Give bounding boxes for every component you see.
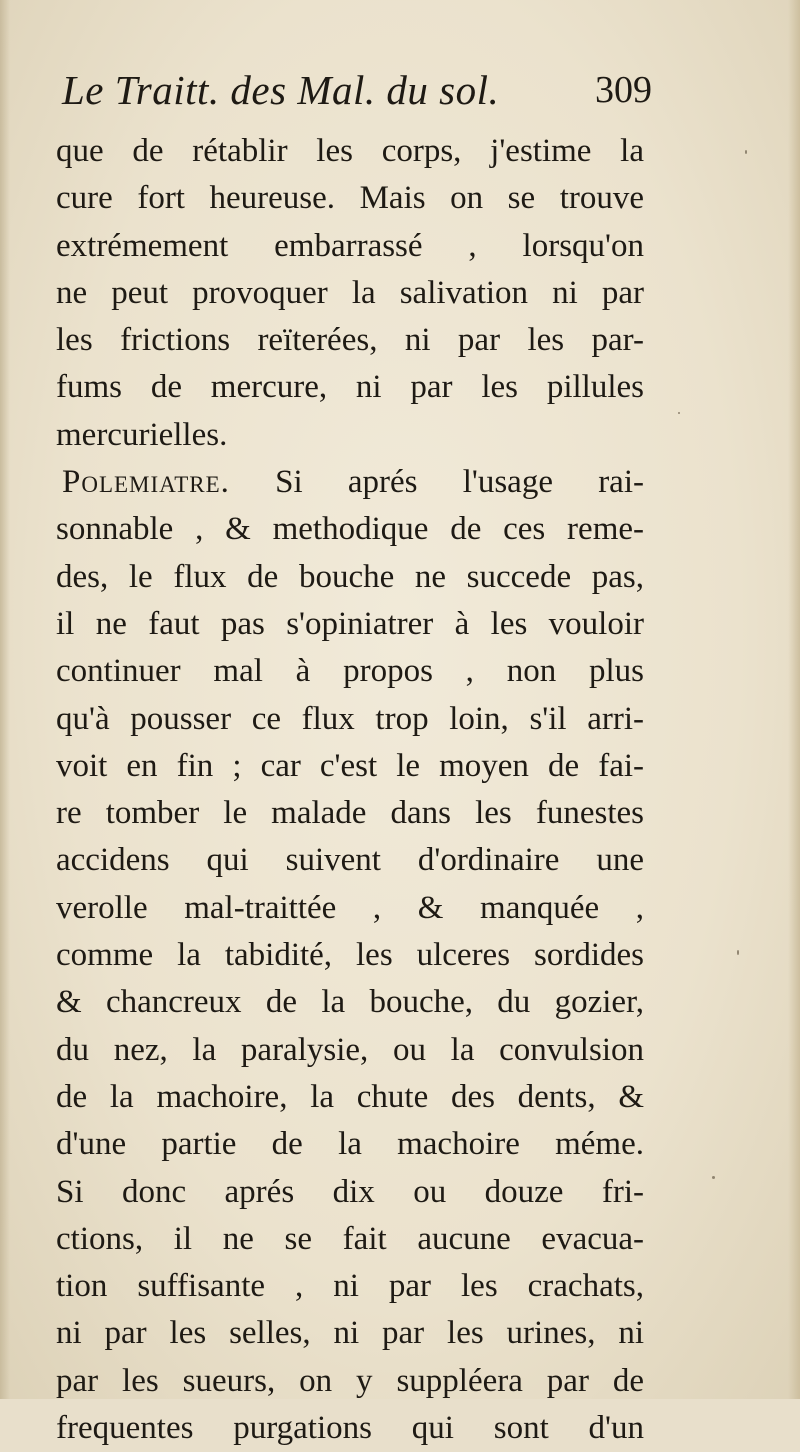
page-number: 309 <box>595 69 652 111</box>
text-line: verolle mal-traittée , & manquée , <box>56 889 644 926</box>
text-line: de la machoire, la chute des dents, & <box>56 1078 644 1115</box>
text-line: qu'à pousser ce flux trop loin, s'il arri- <box>56 700 644 737</box>
text-line: sonnable , & methodique de ces reme- <box>56 511 644 548</box>
text-line: ne peut provoquer la salivation ni par <box>56 274 644 311</box>
text-line: ctions, il ne se fait aucune evacua- <box>56 1220 644 1257</box>
running-head <box>62 66 652 126</box>
paper-speck <box>712 1176 715 1179</box>
text-line: fums de mercure, ni par les pillules <box>56 369 644 406</box>
speech-first-line: Si aprés l'usage rai- <box>275 464 644 501</box>
text-line: des, le flux de bouche ne succede pas, <box>56 558 644 595</box>
text-line: re tomber le malade dans les funestes <box>56 795 644 832</box>
text-line: tion suffisante , ni par les crachats, <box>56 1268 644 1305</box>
text-line: extrémement embarrassé , lorsqu'on <box>56 227 644 264</box>
text-line: mercurielles. <box>56 416 228 453</box>
text-line: Si donc aprés dix ou douze fri- <box>56 1173 644 1210</box>
text-line: il ne faut pas s'opiniatrer à les vouloir <box>56 605 644 642</box>
text-line: cure fort heureuse. Mais on se trouve <box>56 180 644 217</box>
text-line: du nez, la paralysie, ou la convulsion <box>56 1031 644 1068</box>
text-line: ni par les selles, ni par les urines, ni <box>56 1315 644 1352</box>
running-title: Le Traitt. des Mal. du sol. <box>62 67 500 113</box>
paper-speck <box>678 412 680 414</box>
text-line: frequentes purgations qui sont d'un <box>56 1410 644 1447</box>
text-line: d'une partie de la machoire méme. <box>56 1126 644 1163</box>
speaker-name: Polemiatre. <box>62 464 230 501</box>
paper-speck <box>737 950 739 955</box>
text-line: que de rétablir les corps, j'estime la <box>56 133 644 169</box>
text-line: comme la tabidité, les ulceres sordides <box>56 937 644 974</box>
body-text <box>56 128 644 1452</box>
text-line: & chancreux de la bouche, du gozier, <box>56 984 644 1021</box>
text-line: par les sueurs, on y suppléera par de <box>56 1362 644 1399</box>
text-line: accidens qui suivent d'ordinaire une <box>56 842 644 879</box>
page-edge-right <box>788 0 800 1399</box>
text-line: continuer mal à propos , non plus <box>56 653 644 690</box>
text-line: voit en fin ; car c'est le moyen de fai- <box>56 747 644 784</box>
speaker-line <box>56 459 644 506</box>
text-line: les frictions reïterées, ni par les par- <box>56 322 644 359</box>
page-edge-left <box>0 0 10 1399</box>
paper-speck <box>745 150 747 154</box>
